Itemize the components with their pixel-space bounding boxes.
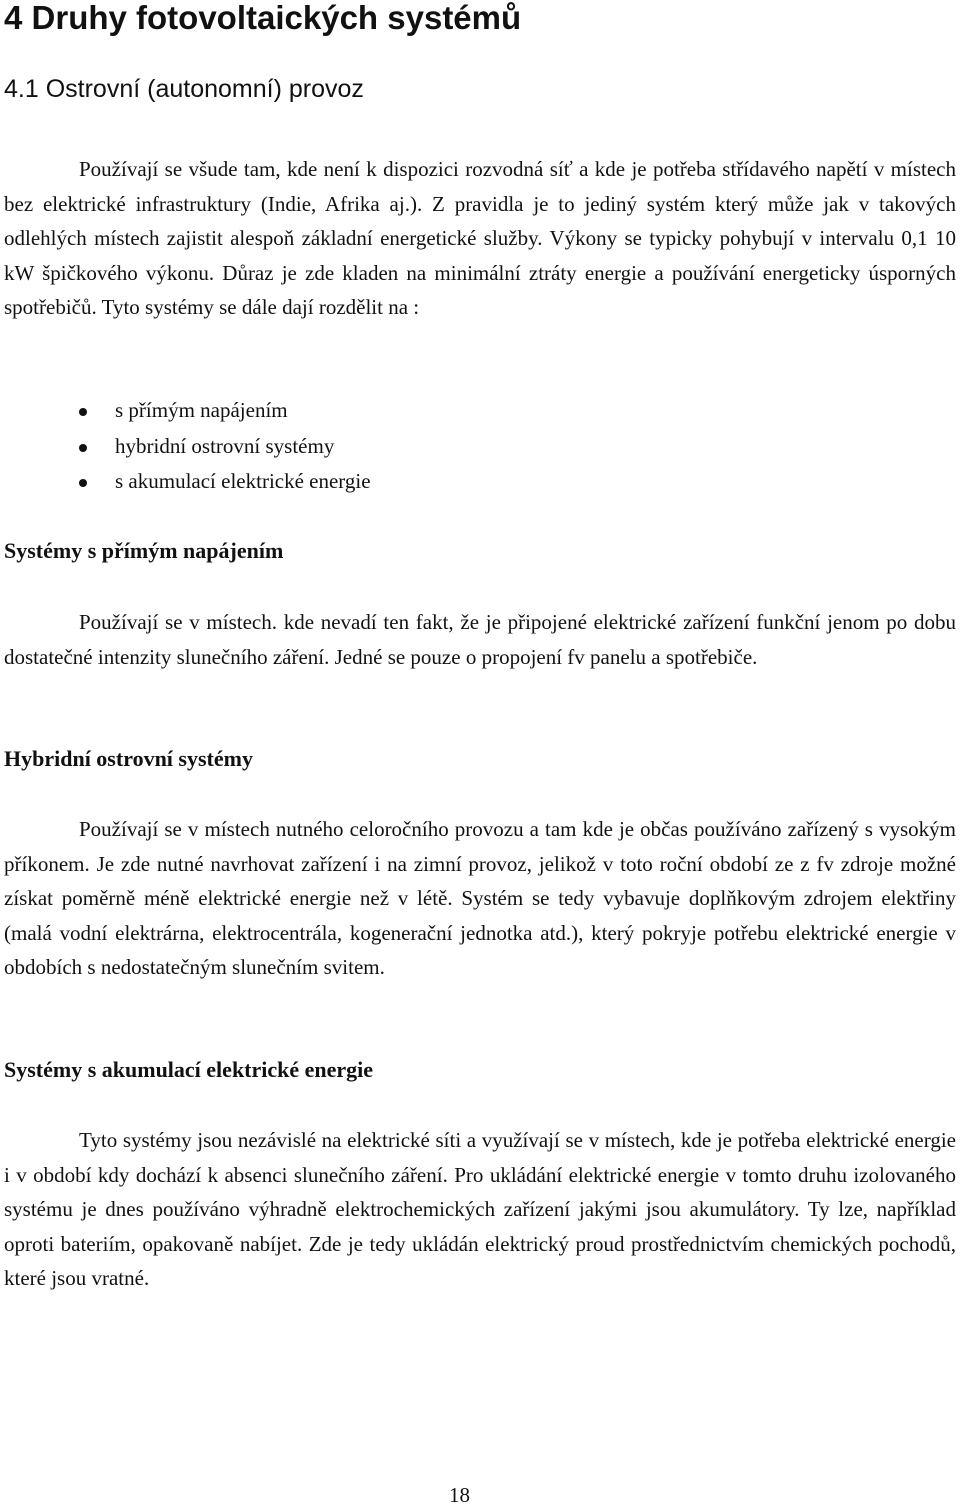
bullet-icon [79,444,87,452]
hybrid-systems-paragraph: Používají se v místech nutného celoročního provozu a tam kde je občas používáno zařízený s vysokým příkonem. Je zde nutné navrhovat zařízení i na zimní provoz, jelikož v toto roční období ze z fv zdroje možné získat poměrně méně elektrické energie než v létě. Systém se tedy vybavuje doplňkovým zdrojem elektřiny (malá vodní elektrárna, elektrocentrála, kogenerační jednotka atd.), který pokryje potřebu elektrické energie v obdobích s nedostatečným slunečním svitem. [4,817,956,979]
hybrid-systems-heading: Hybridní ostrovní systémy [4,746,253,771]
list-item-label: s přímým napájením [115,398,288,422]
section-title: 4.1 Ostrovní (autonomní) provoz [4,75,364,103]
list-item [0,393,371,429]
accumulation-systems-heading: Systémy s akumulací elektrické energie [4,1057,374,1082]
bullet-icon [79,479,87,487]
list-item-label: s akumulací elektrické energie [115,469,371,493]
direct-systems-heading: Systémy s přímým napájením [4,538,284,563]
list-item [0,429,371,465]
direct-systems-paragraph: Používají se v místech. kde nevadí ten fakt, že je připojené elektrické zařízení funkční jenom po dobu dostatečné intenzity slunečního záření. Jedné se pouze o propojení fv panelu a spotřebiče. [4,610,956,669]
intro-paragraph: Používají se všude tam, kde není k dispozici rozvodná síť a kde je potřeba střídavého napětí v místech bez elektrické infrastruktury (Indie, Afrika aj.). Z pravidla je to jediný systém který může jak v takových odlehlých místech zajistit alespoň základní energetické služby. Výkony se typicky pohybují v intervalu 0,1 10 kW špičkového výkonu. Důraz je zde kladen na minimální ztráty energie a používání energeticky úsporných spotřebičů. Tyto systémy se dále dají rozdělit na : [4,157,956,319]
page-number: 18 [449,1483,470,1507]
chapter-title: 4 Druhy fotovoltaických systémů [4,0,522,36]
accumulation-systems-paragraph: Tyto systémy jsou nezávislé na elektrické síti a využívají se v místech, kde je potřeba elektrické energie i v období kdy dochází k absenci slunečního záření. Pro ukládání elektrické energie v tomto druhu izolovaného systému je dnes používáno výhradně elektrochemických zařízení jakými jsou akumulátory. Ty lze, například oproti bateriím, opakovaně nabíjet. Zde je tedy ukládán elektrický proud prostřednictvím chemických pochodů, které jsou vratné. [4,1128,956,1290]
bullet-icon [79,408,87,416]
list-item-label: hybridní ostrovní systémy [115,433,335,458]
list-item [0,464,371,500]
system-types-list [0,393,371,500]
